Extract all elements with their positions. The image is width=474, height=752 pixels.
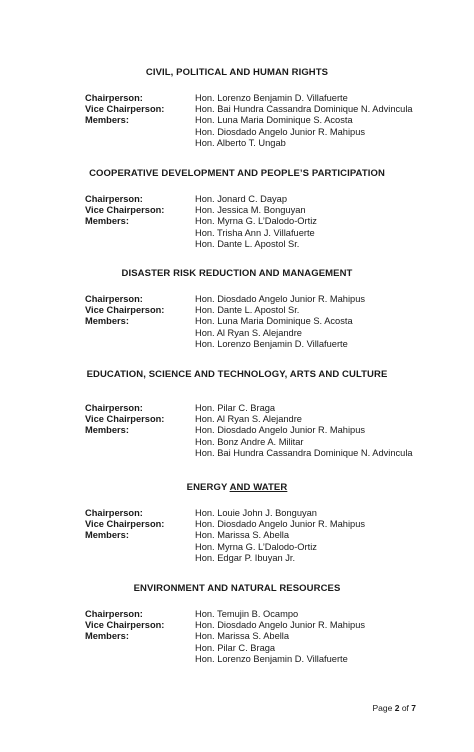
committee-roster (0, 194, 474, 250)
chairperson-label: Chairperson: (85, 194, 143, 204)
member-name: Hon. Lorenzo Benjamin D. Villafuerte (195, 338, 348, 349)
vice-chairperson-name: Hon. Dante L. Apostol Sr. (195, 305, 300, 316)
committee-title: ENVIRONMENT AND NATURAL RESOURCES (133, 583, 341, 594)
vice-chairperson-label: Vice Chairperson: (85, 620, 165, 631)
chairperson-name: Hon. Lorenzo Benjamin D. Villafuerte (195, 93, 348, 103)
member-row (0, 127, 474, 138)
vice-chairperson-row (0, 205, 474, 216)
member-name: Hon. Edgar P. Ibuyan Jr. (195, 552, 296, 563)
member-row (0, 138, 474, 149)
vice-chairperson-name: Hon. Diosdado Angelo Junior R. Mahipus (195, 519, 366, 530)
vice-chairperson-name: Hon. Al Ryan S. Alejandre (195, 414, 302, 425)
committee-cooperative-development (0, 168, 474, 249)
committee-civil-political-human-rights (0, 67, 474, 148)
member-row (0, 316, 474, 327)
committee-disaster-risk-reduction (0, 268, 474, 349)
members-label: Members: (85, 425, 129, 436)
member-row (0, 542, 474, 553)
member-name: Hon. Myrna G. L’Dalodo-Ortiz (195, 541, 317, 552)
member-row (0, 216, 474, 227)
page-current: 2 (394, 703, 400, 713)
member-row (0, 425, 474, 436)
committee-environment-natural-resources (0, 583, 474, 664)
member-name: Hon. Pilar C. Braga (195, 642, 276, 653)
page-prefix: Page (372, 703, 395, 713)
vice-chairperson-row (0, 519, 474, 530)
member-name: Hon. Myrna G. L’Dalodo-Ortiz (195, 216, 317, 227)
member-name: Hon. Alberto T. Ungab (195, 137, 286, 148)
chairperson-row (0, 93, 474, 104)
chairperson-name: Hon. Temujin B. Ocampo (195, 609, 299, 619)
member-name: Hon. Al Ryan S. Alejandre (195, 327, 302, 338)
member-name: Hon. Trisha Ann J. Villafuerte (195, 227, 315, 238)
member-name: Hon. Dante L. Apostol Sr. (195, 238, 300, 249)
members-label: Members: (85, 316, 129, 327)
member-name: Hon. Lorenzo Benjamin D. Villafuerte (195, 653, 348, 664)
chairperson-name: Hon. Diosdado Angelo Junior R. Mahipus (195, 294, 366, 304)
vice-chairperson-label: Vice Chairperson: (85, 104, 165, 115)
page-total: 7 (411, 703, 416, 713)
member-row (0, 228, 474, 239)
committee-roster (0, 93, 474, 149)
vice-chairperson-row (0, 414, 474, 425)
vice-chairperson-row (0, 305, 474, 316)
committee-title: EDUCATION, SCIENCE AND TECHNOLOGY, ARTS AND CULTURE (86, 369, 388, 380)
member-row (0, 643, 474, 654)
chairperson-name: Hon. Jonard C. Dayap (195, 194, 287, 204)
member-row (0, 448, 474, 459)
vice-chairperson-name: Hon. Jessica M. Bonguyan (195, 205, 306, 216)
chairperson-name: Hon. Pilar C. Braga (195, 403, 276, 413)
chairperson-label: Chairperson: (85, 93, 143, 103)
member-name: Hon. Marissa S. Abella (195, 530, 290, 541)
vice-chairperson-row (0, 104, 474, 115)
committee-education-science-technology (0, 369, 474, 458)
committee-title: CIVIL, POLITICAL AND HUMAN RIGHTS (145, 67, 329, 78)
vice-chairperson-name: Hon. Diosdado Angelo Junior R. Mahipus (195, 620, 366, 631)
member-name: Hon. Bonz Andre A. Militar (195, 436, 304, 447)
chairperson-row (0, 609, 474, 620)
chairperson-row (0, 294, 474, 305)
committee-roster (0, 403, 474, 459)
committee-title-underlined: AND WATER (229, 482, 288, 493)
committee-roster (0, 294, 474, 350)
member-row (0, 328, 474, 339)
committee-title: COOPERATIVE DEVELOPMENT AND PEOPLE’S PARTICIPATION (89, 168, 385, 179)
members-label: Members: (85, 530, 129, 541)
member-row (0, 239, 474, 250)
member-row (0, 553, 474, 564)
chairperson-label: Chairperson: (85, 508, 143, 518)
committee-energy-and-water (0, 482, 474, 563)
vice-chairperson-row (0, 620, 474, 631)
committee-title: DISASTER RISK REDUCTION AND MANAGEMENT (121, 268, 353, 279)
member-row (0, 115, 474, 126)
committee-roster (0, 609, 474, 665)
member-name: Hon. Luna Maria Dominique S. Acosta (195, 115, 353, 126)
chairperson-label: Chairperson: (85, 609, 143, 619)
committee-title-part: ENERGY (186, 482, 230, 493)
member-row (0, 631, 474, 642)
vice-chairperson-label: Vice Chairperson: (85, 305, 165, 316)
vice-chairperson-name: Hon. Bai Hundra Cassandra Dominique N. Advincula (195, 104, 413, 115)
chairperson-label: Chairperson: (85, 403, 143, 413)
member-name: Hon. Diosdado Angelo Junior R. Mahipus (195, 425, 366, 436)
members-label: Members: (85, 216, 129, 227)
page-number (373, 703, 417, 713)
vice-chairperson-label: Vice Chairperson: (85, 519, 165, 530)
page-of: of (399, 703, 412, 713)
chairperson-name: Hon. Louie John J. Bonguyan (195, 508, 317, 518)
members-label: Members: (85, 115, 129, 126)
member-row (0, 530, 474, 541)
member-row (0, 654, 474, 665)
vice-chairperson-label: Vice Chairperson: (85, 414, 165, 425)
member-name: Hon. Diosdado Angelo Junior R. Mahipus (195, 126, 366, 137)
member-name: Hon. Bai Hundra Cassandra Dominique N. Advincula (195, 447, 413, 458)
member-row (0, 437, 474, 448)
committee-title (0, 482, 474, 494)
committee-roster (0, 508, 474, 564)
vice-chairperson-label: Vice Chairperson: (85, 205, 165, 216)
chairperson-row (0, 508, 474, 519)
members-label: Members: (85, 631, 129, 642)
chairperson-row (0, 403, 474, 414)
member-row (0, 339, 474, 350)
member-name: Hon. Luna Maria Dominique S. Acosta (195, 316, 353, 327)
member-name: Hon. Marissa S. Abella (195, 631, 290, 642)
chairperson-label: Chairperson: (85, 294, 143, 304)
chairperson-row (0, 194, 474, 205)
